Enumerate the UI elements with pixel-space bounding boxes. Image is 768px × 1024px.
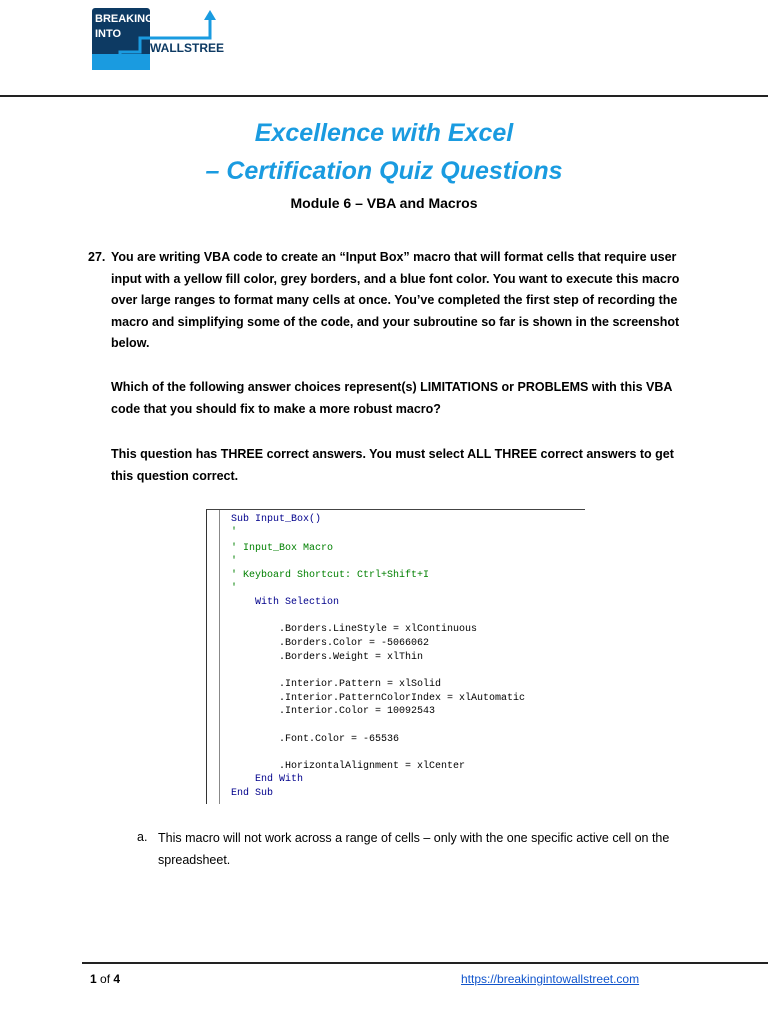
code-line: ': [231, 556, 238, 567]
question-paragraph-1: You are writing VBA code to create an “Input Box” macro that will format cells that require user input with a yellow fill color, grey borders, and a blue font color. You want to execute this macro over large ranges to format many cells at once. You’ve completed the first step of recording the macro and simplifying some of the code, and your subroutine so far is shown in the screenshot below.: [111, 250, 680, 351]
question-paragraph-3: This question has THREE correct answers. You must select ALL THREE correct answers to get this question correct.: [111, 447, 674, 483]
question-number: 27.: [88, 250, 106, 264]
logo-text-wallstreet: WALLSTREET: [150, 41, 224, 55]
page-title-line2: – Certification Quiz Questions: [205, 157, 563, 185]
code-line: .Interior.Color = 10092543: [231, 706, 436, 717]
code-line: .Borders.Weight = xlThin: [231, 652, 424, 663]
website-link[interactable]: https://breakingintowallstreet.com: [461, 972, 640, 986]
page-title-line1: Excellence with Excel: [254, 119, 514, 147]
header-divider: [0, 95, 768, 97]
logo-text-into: INTO: [95, 28, 122, 40]
page-indicator: [90, 972, 120, 986]
code-line: .Font.Color = -65536: [231, 734, 400, 745]
question-paragraph-2: Which of the following answer choices represent(s) LIMITATIONS or PROBLEMS with this VBA code that you should fix to make a more robust macro?: [111, 380, 672, 416]
module-subtitle: Module 6 – VBA and Macros: [290, 195, 478, 211]
code-line: .Interior.PatternColorIndex = xlAutomatic: [231, 693, 526, 704]
page-total: 4: [113, 972, 121, 986]
vba-code-screenshot: [206, 509, 585, 804]
code-line: ': [231, 527, 238, 538]
code-line: End With: [231, 774, 304, 785]
page-of: of: [96, 972, 114, 986]
code-line: ' Input_Box Macro: [231, 543, 334, 554]
answer-a-text: This macro will not work across a range of cells – only with the one specific active cell on the spreadsheet.: [158, 831, 670, 867]
footer-divider: [82, 962, 768, 964]
answer-a-label: a.: [137, 830, 148, 844]
code-line: .HorizontalAlignment = xlCenter: [231, 761, 466, 772]
code-line: .Borders.LineStyle = xlContinuous: [231, 624, 478, 635]
logo-graphic: [92, 8, 224, 70]
code-line: ': [231, 583, 238, 594]
code-line: ' Keyboard Shortcut: Ctrl+Shift+I: [231, 570, 430, 581]
company-logo: [92, 8, 224, 70]
page-current: 1: [90, 972, 97, 986]
code-gutter: [219, 510, 220, 804]
code-line: With Selection: [231, 597, 340, 608]
logo-text-breaking: BREAKING: [95, 13, 154, 25]
code-line: End Sub: [231, 788, 274, 799]
code-line: Sub Input_Box(): [231, 514, 322, 525]
code-line: .Interior.Pattern = xlSolid: [231, 679, 442, 690]
code-line: .Borders.Color = -5066062: [231, 638, 430, 649]
